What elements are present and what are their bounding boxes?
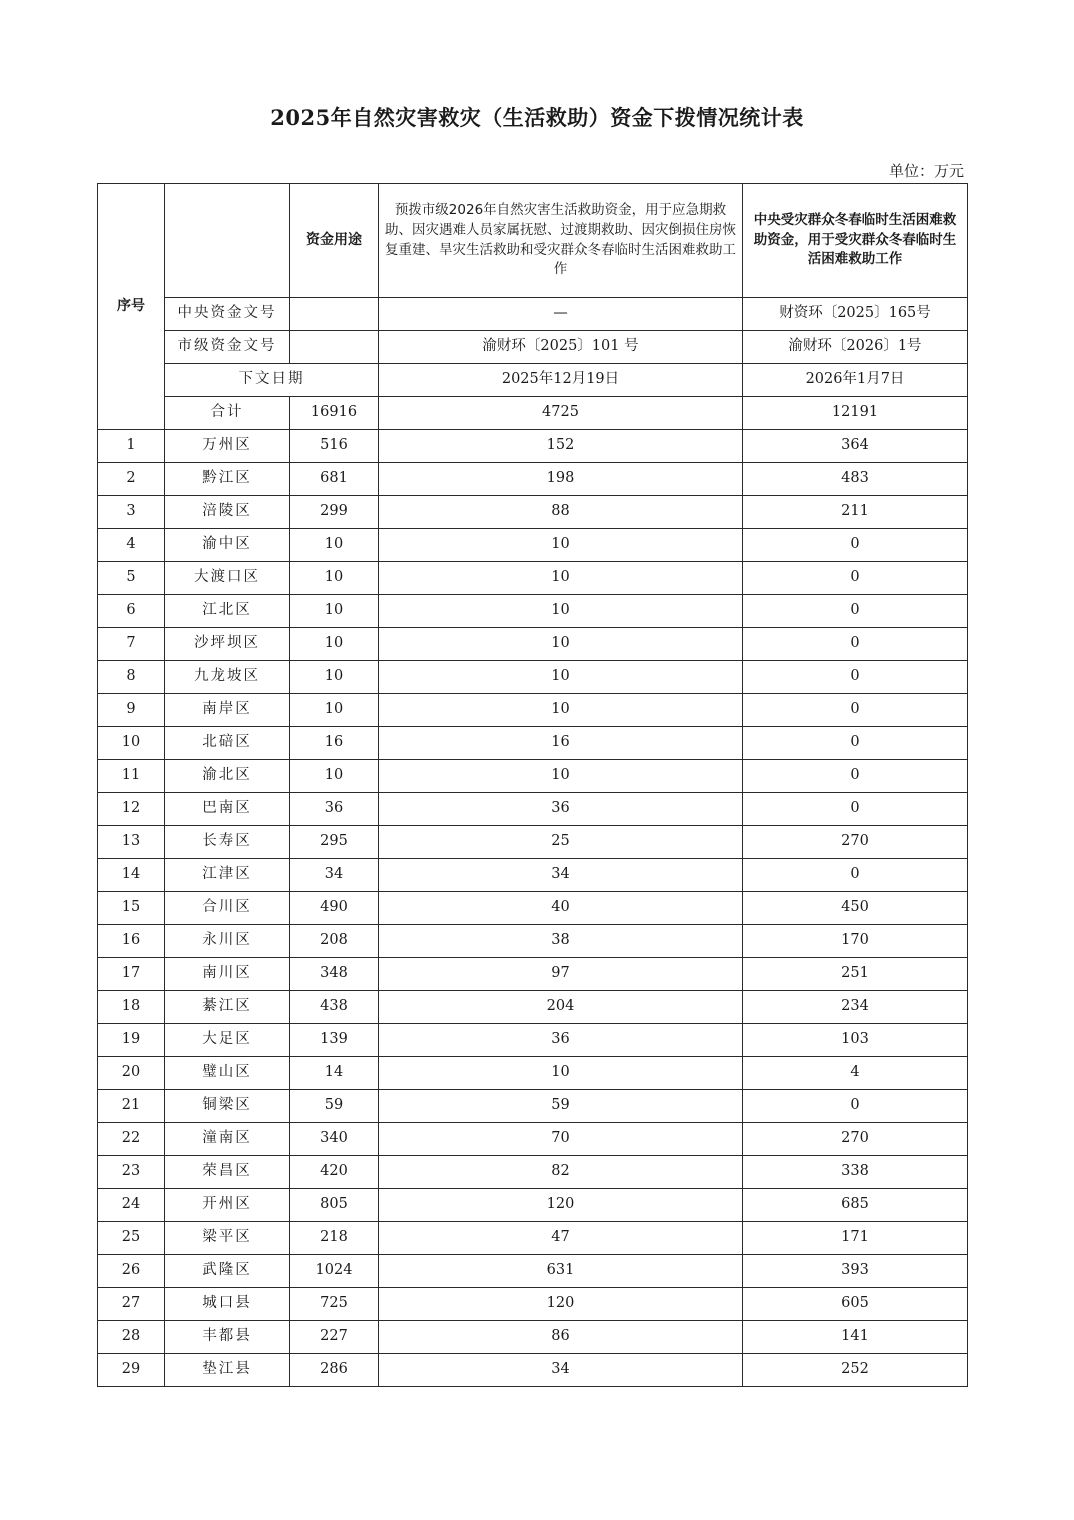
row-total: 227 — [290, 1321, 379, 1354]
district-name: 渝中区 — [165, 529, 290, 562]
row-amount-a: 10 — [379, 694, 743, 727]
table-row — [98, 1354, 968, 1387]
table-row — [98, 760, 968, 793]
district-name: 荣昌区 — [165, 1156, 290, 1189]
table-row — [98, 628, 968, 661]
row-amount-b: 450 — [743, 892, 968, 925]
city-doc-label: 市级资金文号 — [165, 331, 290, 364]
district-name: 铜梁区 — [165, 1090, 290, 1123]
row-total: 295 — [290, 826, 379, 859]
district-name: 永川区 — [165, 925, 290, 958]
funding-table — [97, 183, 968, 1387]
row-number: 25 — [98, 1222, 165, 1255]
row-amount-a: 152 — [379, 430, 743, 463]
row-number: 23 — [98, 1156, 165, 1189]
district-name: 江津区 — [165, 859, 290, 892]
row-number: 13 — [98, 826, 165, 859]
table-row — [98, 1156, 968, 1189]
purpose-b-description: 中央受灾群众冬春临时生活困难救助资金，用于受灾群众冬春临时生活困难救助工作 — [743, 184, 968, 298]
city-doc-b: 渝财环〔2026〕1号 — [743, 331, 968, 364]
row-total: 10 — [290, 661, 379, 694]
row-amount-b: 270 — [743, 826, 968, 859]
district-name: 黔江区 — [165, 463, 290, 496]
total-a: 4725 — [379, 397, 743, 430]
row-amount-b: 0 — [743, 760, 968, 793]
row-total: 139 — [290, 1024, 379, 1057]
row-amount-a: 36 — [379, 1024, 743, 1057]
row-number: 29 — [98, 1354, 165, 1387]
row-amount-a: 10 — [379, 1057, 743, 1090]
district-name: 南川区 — [165, 958, 290, 991]
row-number: 20 — [98, 1057, 165, 1090]
row-number: 19 — [98, 1024, 165, 1057]
row-number: 22 — [98, 1123, 165, 1156]
unit-label: 单位：万元 — [888, 162, 964, 180]
district-name: 潼南区 — [165, 1123, 290, 1156]
row-number: 17 — [98, 958, 165, 991]
table-row — [98, 430, 968, 463]
row-amount-a: 34 — [379, 859, 743, 892]
header-row-date — [98, 364, 968, 397]
row-total: 805 — [290, 1189, 379, 1222]
header-row-purpose — [98, 184, 968, 298]
table-row — [98, 958, 968, 991]
row-number: 4 — [98, 529, 165, 562]
district-name: 涪陵区 — [165, 496, 290, 529]
row-total: 490 — [290, 892, 379, 925]
header-row-city-doc — [98, 331, 968, 364]
row-number: 16 — [98, 925, 165, 958]
row-number: 11 — [98, 760, 165, 793]
row-amount-b: 251 — [743, 958, 968, 991]
table-row — [98, 661, 968, 694]
row-total: 340 — [290, 1123, 379, 1156]
row-amount-a: 59 — [379, 1090, 743, 1123]
district-name: 渝北区 — [165, 760, 290, 793]
row-number: 5 — [98, 562, 165, 595]
row-amount-a: 34 — [379, 1354, 743, 1387]
district-name: 城口县 — [165, 1288, 290, 1321]
row-amount-b: 0 — [743, 595, 968, 628]
central-doc-blank — [290, 298, 379, 331]
row-amount-a: 36 — [379, 793, 743, 826]
table-row — [98, 826, 968, 859]
seq-header: 序号 — [98, 184, 165, 430]
district-name: 开州区 — [165, 1189, 290, 1222]
district-name: 綦江区 — [165, 991, 290, 1024]
table-row — [98, 1189, 968, 1222]
row-amount-a: 10 — [379, 628, 743, 661]
row-amount-a: 10 — [379, 562, 743, 595]
row-number: 6 — [98, 595, 165, 628]
row-amount-b: 0 — [743, 727, 968, 760]
row-total: 438 — [290, 991, 379, 1024]
total-b: 12191 — [743, 397, 968, 430]
blank-header-cell — [165, 184, 290, 298]
row-total: 16 — [290, 727, 379, 760]
row-total: 10 — [290, 694, 379, 727]
row-amount-a: 10 — [379, 595, 743, 628]
row-amount-a: 120 — [379, 1189, 743, 1222]
row-amount-b: 605 — [743, 1288, 968, 1321]
row-number: 8 — [98, 661, 165, 694]
row-number: 21 — [98, 1090, 165, 1123]
row-amount-b: 0 — [743, 694, 968, 727]
district-name: 丰都县 — [165, 1321, 290, 1354]
row-amount-a: 88 — [379, 496, 743, 529]
row-total: 348 — [290, 958, 379, 991]
date-label: 下文日期 — [165, 364, 379, 397]
row-amount-b: 0 — [743, 562, 968, 595]
row-number: 14 — [98, 859, 165, 892]
district-name: 武隆区 — [165, 1255, 290, 1288]
central-doc-label: 中央资金文号 — [165, 298, 290, 331]
date-a: 2025年12月19日 — [379, 364, 743, 397]
district-name: 长寿区 — [165, 826, 290, 859]
table-row — [98, 991, 968, 1024]
district-name: 垫江县 — [165, 1354, 290, 1387]
district-name: 合川区 — [165, 892, 290, 925]
row-total: 14 — [290, 1057, 379, 1090]
table-row — [98, 1024, 968, 1057]
header-row-central-doc — [98, 298, 968, 331]
row-amount-b: 0 — [743, 793, 968, 826]
row-amount-a: 120 — [379, 1288, 743, 1321]
row-number: 7 — [98, 628, 165, 661]
row-amount-b: 0 — [743, 529, 968, 562]
table-row — [98, 1288, 968, 1321]
row-total: 10 — [290, 562, 379, 595]
table-row — [98, 595, 968, 628]
district-name: 北碚区 — [165, 727, 290, 760]
row-amount-b: 211 — [743, 496, 968, 529]
purpose-header: 资金用途 — [290, 184, 379, 298]
table-row — [98, 793, 968, 826]
district-name: 大足区 — [165, 1024, 290, 1057]
row-number: 27 — [98, 1288, 165, 1321]
row-amount-a: 86 — [379, 1321, 743, 1354]
row-total: 725 — [290, 1288, 379, 1321]
district-name: 梁平区 — [165, 1222, 290, 1255]
row-total: 208 — [290, 925, 379, 958]
row-number: 18 — [98, 991, 165, 1024]
table-row — [98, 1123, 968, 1156]
date-b: 2026年1月7日 — [743, 364, 968, 397]
row-number: 24 — [98, 1189, 165, 1222]
row-amount-a: 10 — [379, 529, 743, 562]
row-amount-b: 4 — [743, 1057, 968, 1090]
row-amount-a: 25 — [379, 826, 743, 859]
row-amount-b: 483 — [743, 463, 968, 496]
table-row — [98, 892, 968, 925]
row-amount-b: 0 — [743, 1090, 968, 1123]
row-amount-a: 97 — [379, 958, 743, 991]
row-total: 299 — [290, 496, 379, 529]
district-name: 巴南区 — [165, 793, 290, 826]
central-doc-b: 财资环〔2025〕165号 — [743, 298, 968, 331]
row-amount-a: 198 — [379, 463, 743, 496]
row-total: 59 — [290, 1090, 379, 1123]
row-number: 1 — [98, 430, 165, 463]
row-total: 36 — [290, 793, 379, 826]
district-name: 南岸区 — [165, 694, 290, 727]
row-amount-b: 252 — [743, 1354, 968, 1387]
table-row — [98, 694, 968, 727]
city-doc-blank — [290, 331, 379, 364]
table-row — [98, 463, 968, 496]
table-row — [98, 1090, 968, 1123]
row-amount-b: 685 — [743, 1189, 968, 1222]
row-amount-a: 38 — [379, 925, 743, 958]
row-amount-b: 0 — [743, 628, 968, 661]
row-amount-a: 16 — [379, 727, 743, 760]
row-amount-b: 170 — [743, 925, 968, 958]
row-number: 26 — [98, 1255, 165, 1288]
district-name: 璧山区 — [165, 1057, 290, 1090]
row-amount-a: 631 — [379, 1255, 743, 1288]
table-row — [98, 925, 968, 958]
row-total: 218 — [290, 1222, 379, 1255]
district-name: 九龙坡区 — [165, 661, 290, 694]
table-row — [98, 1222, 968, 1255]
table-row — [98, 727, 968, 760]
table-row — [98, 562, 968, 595]
row-total: 10 — [290, 595, 379, 628]
row-number: 3 — [98, 496, 165, 529]
row-number: 10 — [98, 727, 165, 760]
row-total: 681 — [290, 463, 379, 496]
row-total: 10 — [290, 628, 379, 661]
table-row — [98, 1321, 968, 1354]
row-amount-a: 204 — [379, 991, 743, 1024]
table-row — [98, 496, 968, 529]
row-amount-b: 141 — [743, 1321, 968, 1354]
row-total: 34 — [290, 859, 379, 892]
total-label: 合计 — [165, 397, 290, 430]
row-number: 9 — [98, 694, 165, 727]
row-amount-b: 234 — [743, 991, 968, 1024]
row-amount-a: 10 — [379, 661, 743, 694]
table-row — [98, 529, 968, 562]
row-total: 10 — [290, 529, 379, 562]
row-amount-b: 270 — [743, 1123, 968, 1156]
table-row — [98, 1255, 968, 1288]
table-row — [98, 859, 968, 892]
row-amount-b: 338 — [743, 1156, 968, 1189]
central-doc-a: — — [379, 298, 743, 331]
district-name: 沙坪坝区 — [165, 628, 290, 661]
row-number: 2 — [98, 463, 165, 496]
city-doc-a: 渝财环〔2025〕101 号 — [379, 331, 743, 364]
row-total: 516 — [290, 430, 379, 463]
row-total: 286 — [290, 1354, 379, 1387]
row-amount-a: 47 — [379, 1222, 743, 1255]
row-total: 1024 — [290, 1255, 379, 1288]
row-number: 15 — [98, 892, 165, 925]
row-amount-a: 82 — [379, 1156, 743, 1189]
row-amount-a: 70 — [379, 1123, 743, 1156]
row-amount-b: 171 — [743, 1222, 968, 1255]
row-amount-a: 40 — [379, 892, 743, 925]
table-row — [98, 1057, 968, 1090]
page-title: 2025年自然灾害救灾（生活救助）资金下拨情况统计表 — [270, 105, 804, 130]
row-amount-b: 393 — [743, 1255, 968, 1288]
row-number: 12 — [98, 793, 165, 826]
purpose-a-description: 预拨市级2026年自然灾害生活救助资金，用于应急期救助、因灾遇难人员家属抚慰、过渡期救助、因灾倒损住房恢复重建、旱灾生活救助和受灾群众冬春临时生活困难救助工作 — [379, 184, 743, 298]
row-amount-a: 10 — [379, 760, 743, 793]
total-row — [98, 397, 968, 430]
row-amount-b: 0 — [743, 661, 968, 694]
row-total: 10 — [290, 760, 379, 793]
row-amount-b: 0 — [743, 859, 968, 892]
total-value: 16916 — [290, 397, 379, 430]
row-number: 28 — [98, 1321, 165, 1354]
row-total: 420 — [290, 1156, 379, 1189]
district-name: 万州区 — [165, 430, 290, 463]
district-name: 大渡口区 — [165, 562, 290, 595]
district-name: 江北区 — [165, 595, 290, 628]
row-amount-b: 364 — [743, 430, 968, 463]
row-amount-b: 103 — [743, 1024, 968, 1057]
